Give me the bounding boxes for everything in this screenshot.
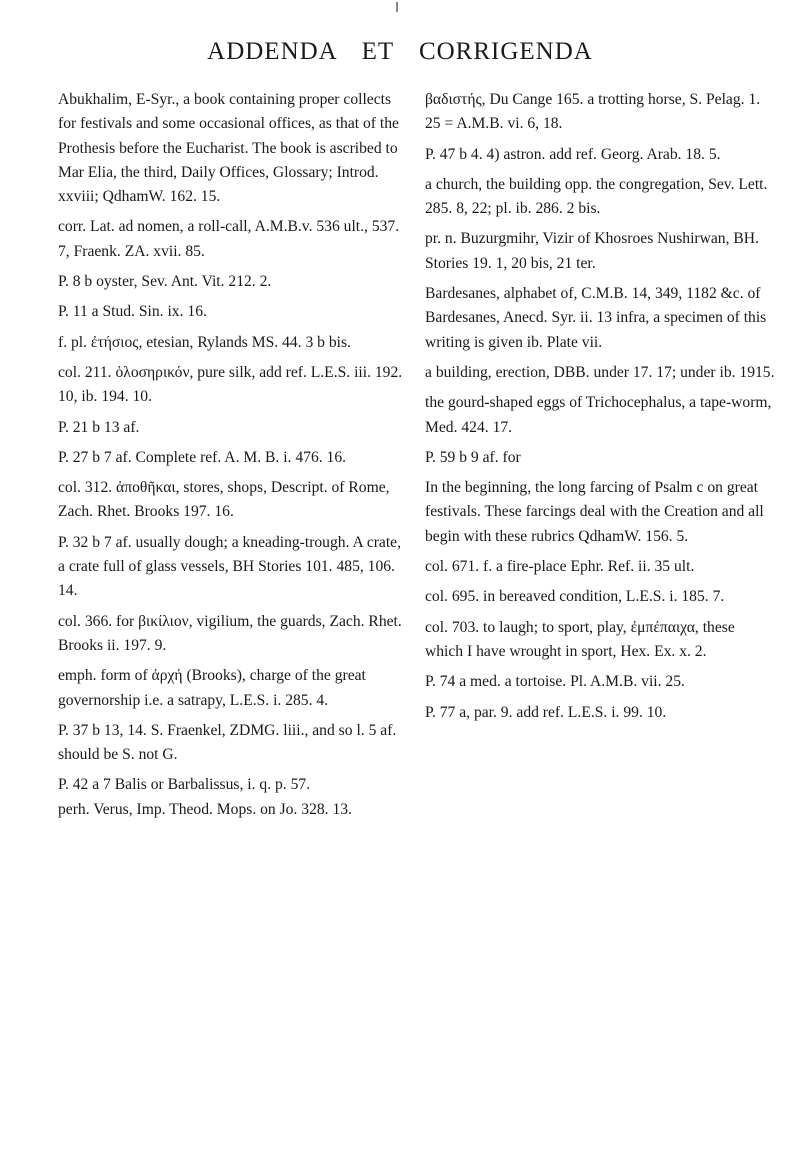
entry: P. 59 b 9 af. for [425, 448, 521, 466]
entry: P. 74 a med. a tortoise. Pl. A.M.B. vii. 25. [425, 673, 685, 691]
entry: corr. Lat. ad nomen, a roll-call, A.M.B.v. 536 ult., 537. 7, Fraenk. ZA. xvii. 85. [58, 218, 400, 260]
entry: βαδιστής, Du Cange 165. a trotting horse, S. Pelag. 1. 25 = A.M.B. vi. 6, 18. [425, 91, 761, 133]
entry: col. 211. ὁλοσηρικόν, pure silk, add ref. L.E.S. iii. 192. 10, ib. 194. 10. [58, 363, 403, 406]
entry: Abukhalim, E-Syr., a book containing proper collects for festivals and some occasional offices, as that of the Prothesis before the Eucharist. The book is ascribed to Mar Elia, the third, Daily Offices, Glossary; Introd. xxviii; QdhamW. 162. 15. [58, 91, 399, 206]
entry: the gourd-shaped eggs of Trichocephalus, a tape-worm, Med. 424. 17. [425, 394, 772, 436]
entry: P. 77 a, par. 9. add ref. L.E.S. i. 99. 10. [425, 703, 667, 721]
entry: col. 695. in bereaved condition, L.E.S. i. 185. 7. [425, 588, 725, 606]
entry: emph. form of ἀρχή (Brooks), charge of the great governorship i.e. a satrapy, L.E.S. i. 285. 4. [58, 667, 366, 709]
entry: P. 8 b oyster, Sev. Ant. Vit. 212. 2. [58, 273, 272, 291]
entry: P. 21 b 13 af. [58, 418, 140, 436]
entry: P. 27 b 7 af. Complete ref. A. M. B. i. 476. 16. [58, 448, 347, 466]
entry: perh. Verus, Imp. Theod. Mops. on Jo. 328. 13. [58, 800, 352, 818]
entry: Bardesanes, alphabet of, C.M.B. 14, 349, 1182 &c. of Bardesanes, Anecd. Syr. ii. 13 infra, a specimen of this writing is given ib. Plate vii. [425, 285, 767, 351]
entry: col. 703. to laugh; to sport, play, ἐμπέπαιχα, these which I have wrought in sport, Hex. Ex. x. 2. [425, 618, 735, 660]
entry: P. 47 b 4. 4) astron. add ref. Georg. Arab. 18. 5. [425, 145, 721, 163]
entry: In the beginning, the long farcing of Psalm c on great festivals. These farcings deal with the Creation and all begin with these rubrics QdhamW. 156. 5. [425, 479, 764, 545]
entry: P. 37 b 13, 14. S. Fraenkel, ZDMG. liii., and so l. 5 af. should be S. not G. [58, 721, 397, 764]
left-column [58, 88, 403, 822]
scan-mark [396, 2, 398, 12]
entry: P. 11 a Stud. Sin. ix. 16. [58, 303, 207, 321]
entry: col. 366. for βικίλιον, vigilium, the guards, Zach. Rhet. Brooks ii. 197. 9. [58, 612, 402, 654]
entry: pr. n. Buzurgmihr, Vizir of Khosroes Nushirwan, BH. Stories 19. 1, 20 bis, 21 ter. [425, 230, 759, 272]
right-column [425, 88, 775, 725]
running-title: ADDENDA ET CORRIGENDA [207, 38, 593, 65]
entry: a building, erection, DBB. under 17. 17; under ib. 1915. [425, 363, 775, 381]
entry: a church, the building opp. the congregation, Sev. Lett. 285. 8, 22; pl. ib. 286. 2 bis. [425, 175, 768, 218]
entry: P. 32 b 7 af. usually dough; a kneading-trough. A crate, a crate full of glass vessels, BH Stories 101. 485, 106. 14. [58, 533, 402, 600]
entry: col. 312. ἀποθῆκαι, stores, shops, Descript. of Rome, Zach. Rhet. Brooks 197. 16. [58, 479, 390, 521]
entry: f. pl. ἐτήσιος, etesian, Rylands MS. 44. 3 b bis. [58, 333, 351, 351]
entry: P. 42 a 7 Balis or Barbalissus, i. q. p. 57. [58, 776, 311, 794]
entry: col. 671. f. a fire-place Ephr. Ref. ii. 35 ult. [425, 558, 695, 576]
